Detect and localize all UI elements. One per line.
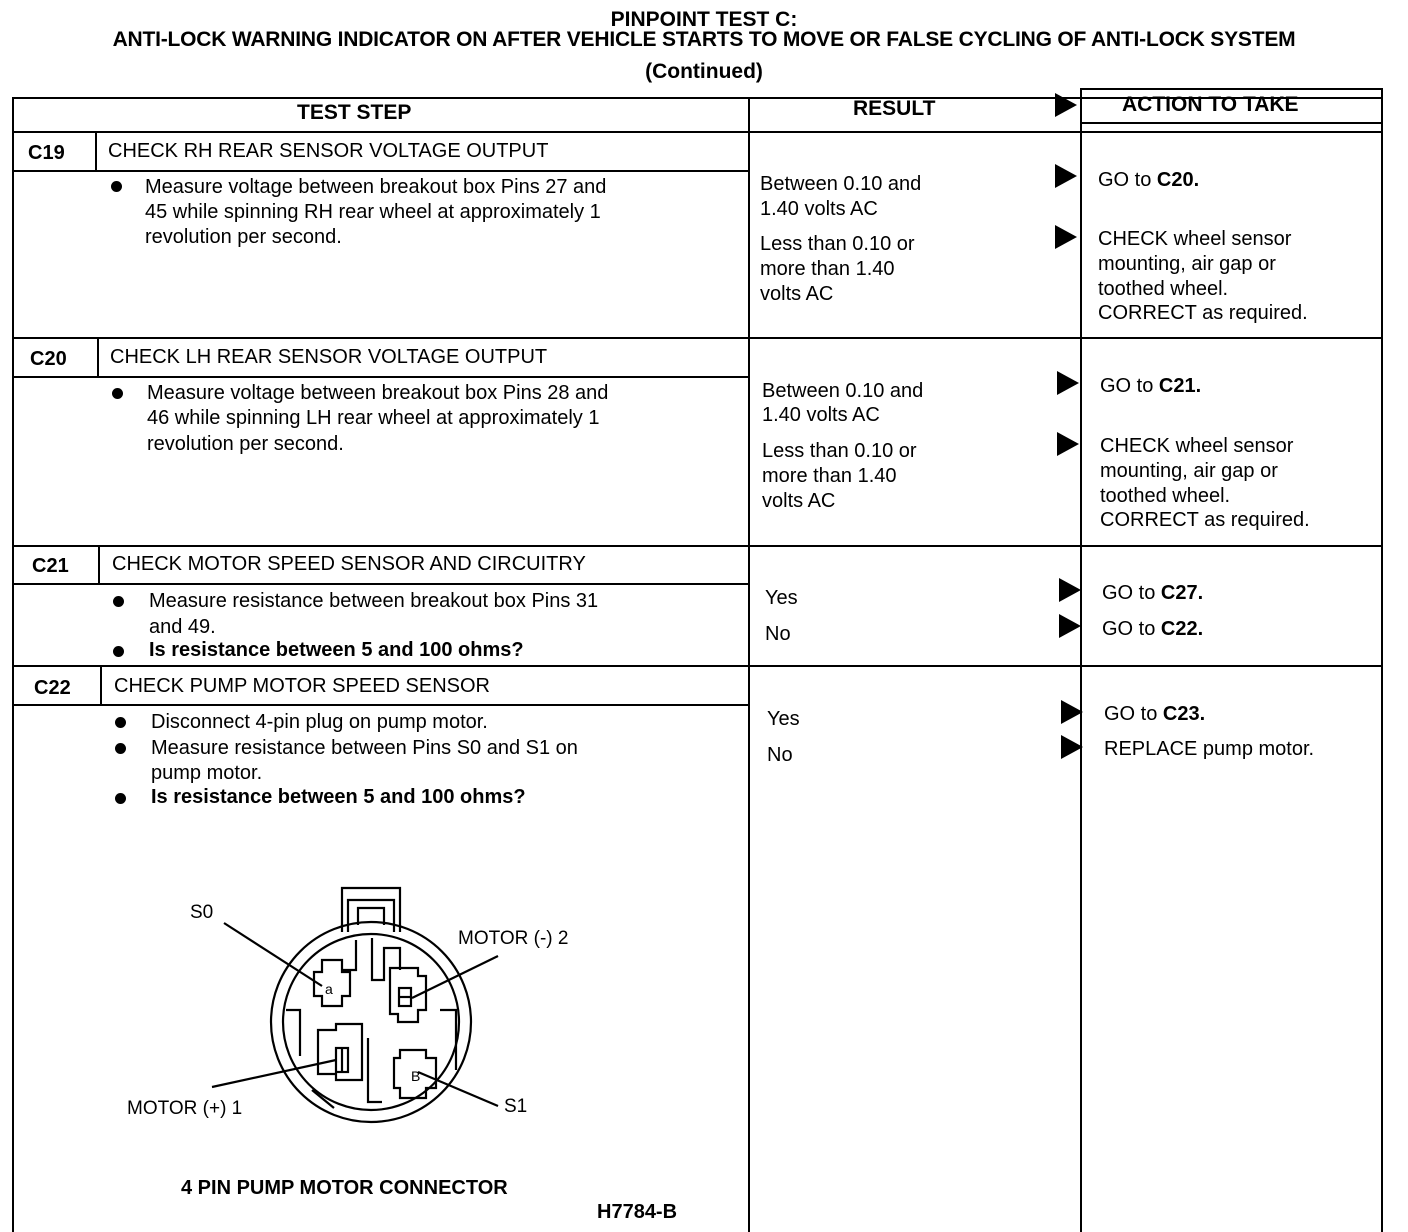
bullet-icon bbox=[113, 646, 124, 657]
result-text: Yes bbox=[765, 587, 798, 609]
step-title: CHECK RH REAR SENSOR VOLTAGE OUTPUT bbox=[108, 140, 549, 162]
arrow-icon bbox=[1055, 164, 1077, 188]
step-title: CHECK MOTOR SPEED SENSOR AND CIRCUITRY bbox=[112, 553, 586, 575]
step-instruction: 46 while spinning LH rear wheel at approximately 1 bbox=[147, 407, 600, 429]
step-reference: C27. bbox=[1160, 582, 1204, 604]
leader-s0 bbox=[224, 923, 322, 986]
arrow-icon bbox=[1057, 371, 1079, 395]
action-text: GO to C22. bbox=[1102, 618, 1204, 640]
page-subtitle: ANTI-LOCK WARNING INDICATOR ON AFTER VEHICLE STARTS TO MOVE OR FALSE CYCLING OF ANTI-LOCK SYSTEM bbox=[112, 28, 1296, 51]
arrow-icon bbox=[1057, 432, 1079, 456]
action-text: CHECK wheel sensor bbox=[1098, 228, 1292, 250]
step-question: Is resistance between 5 and 100 ohms? bbox=[149, 639, 524, 661]
result-text: Between 0.10 and bbox=[760, 173, 922, 195]
page-title: PINPOINT TEST C: bbox=[610, 8, 798, 31]
label-s1: S1 bbox=[504, 1096, 528, 1117]
figure-id: H7784-B bbox=[597, 1201, 678, 1223]
step-instruction: Measure resistance between breakout box Pins 31 bbox=[149, 590, 599, 612]
step-instruction: revolution per second. bbox=[147, 433, 344, 455]
step-instruction: pump motor. bbox=[151, 762, 263, 784]
column-header-test-step: TEST STEP bbox=[297, 101, 412, 124]
column-header-result: RESULT bbox=[853, 97, 936, 120]
action-text: GO to C20. bbox=[1098, 169, 1200, 191]
step-instruction: Measure voltage between breakout box Pins 27 and bbox=[145, 176, 607, 198]
arrow-icon bbox=[1059, 578, 1081, 602]
column-header-action: ACTION TO TAKE bbox=[1122, 93, 1299, 116]
step-instruction: and 49. bbox=[149, 616, 216, 638]
result-text: No bbox=[765, 623, 791, 645]
pin-letter-a: a bbox=[325, 981, 333, 997]
diagram-caption: 4 PIN PUMP MOTOR CONNECTOR bbox=[181, 1177, 508, 1199]
step-title: CHECK LH REAR SENSOR VOLTAGE OUTPUT bbox=[110, 346, 548, 368]
step-instruction: Measure voltage between breakout box Pins 28 and bbox=[147, 382, 609, 404]
bullet-icon bbox=[113, 596, 124, 607]
action-text: CORRECT as required. bbox=[1100, 509, 1310, 531]
pin-letter-b: B bbox=[411, 1068, 421, 1084]
result-text: more than 1.40 bbox=[760, 258, 895, 280]
result-text: more than 1.40 bbox=[762, 465, 897, 487]
step-instruction: 45 while spinning RH rear wheel at approximately 1 bbox=[145, 201, 601, 223]
result-text: volts AC bbox=[762, 490, 836, 512]
action-text: GO to C23. bbox=[1104, 703, 1206, 725]
action-text: mounting, air gap or bbox=[1098, 253, 1276, 275]
action-text: CHECK wheel sensor bbox=[1100, 435, 1294, 457]
step-instruction: Measure resistance between Pins S0 and S1 on bbox=[151, 737, 578, 759]
arrow-icon bbox=[1059, 614, 1081, 638]
arrow-icon bbox=[1061, 700, 1083, 724]
step-reference: C22. bbox=[1160, 618, 1204, 640]
action-text: toothed wheel. bbox=[1098, 278, 1229, 300]
action-text: mounting, air gap or bbox=[1100, 460, 1278, 482]
step-instruction: revolution per second. bbox=[145, 226, 342, 248]
arrow-icon bbox=[1055, 225, 1077, 249]
step-reference: C20. bbox=[1156, 169, 1200, 191]
connector-latch bbox=[342, 888, 400, 932]
continued-label: (Continued) bbox=[645, 60, 763, 83]
action-text: REPLACE pump motor. bbox=[1104, 738, 1315, 760]
arrow-icon bbox=[1055, 93, 1077, 117]
result-text: 1.40 volts AC bbox=[760, 198, 878, 220]
action-text: GO to C21. bbox=[1100, 375, 1202, 397]
result-text: volts AC bbox=[760, 283, 834, 305]
result-text: Less than 0.10 or bbox=[762, 440, 917, 462]
connector-diagram bbox=[100, 870, 660, 1170]
bullet-icon bbox=[115, 743, 126, 754]
bullet-icon bbox=[111, 181, 122, 192]
step-id: C22 bbox=[34, 677, 71, 699]
label-motor-pos: MOTOR (+) 1 bbox=[127, 1098, 243, 1119]
result-text: Less than 0.10 or bbox=[760, 233, 915, 255]
step-reference: C21. bbox=[1158, 375, 1202, 397]
step-id: C21 bbox=[32, 555, 69, 577]
action-text: CORRECT as required. bbox=[1098, 302, 1308, 324]
step-instruction: Disconnect 4-pin plug on pump motor. bbox=[151, 711, 488, 733]
bullet-icon bbox=[115, 717, 126, 728]
action-text: toothed wheel. bbox=[1100, 485, 1231, 507]
arrow-icon bbox=[1061, 735, 1083, 759]
step-id: C20 bbox=[30, 348, 67, 370]
action-text: GO to C27. bbox=[1102, 582, 1204, 604]
result-text: Yes bbox=[767, 708, 800, 730]
step-reference: C23. bbox=[1162, 703, 1206, 725]
bullet-icon bbox=[112, 388, 123, 399]
result-text: 1.40 volts AC bbox=[762, 404, 880, 426]
result-text: No bbox=[767, 744, 793, 766]
label-motor-neg: MOTOR (-) 2 bbox=[458, 928, 569, 949]
step-id: C19 bbox=[28, 142, 65, 164]
step-title: CHECK PUMP MOTOR SPEED SENSOR bbox=[114, 675, 490, 697]
result-text: Between 0.10 and bbox=[762, 380, 924, 402]
bullet-icon bbox=[115, 793, 126, 804]
step-question: Is resistance between 5 and 100 ohms? bbox=[151, 786, 526, 808]
label-s0: S0 bbox=[190, 902, 214, 923]
